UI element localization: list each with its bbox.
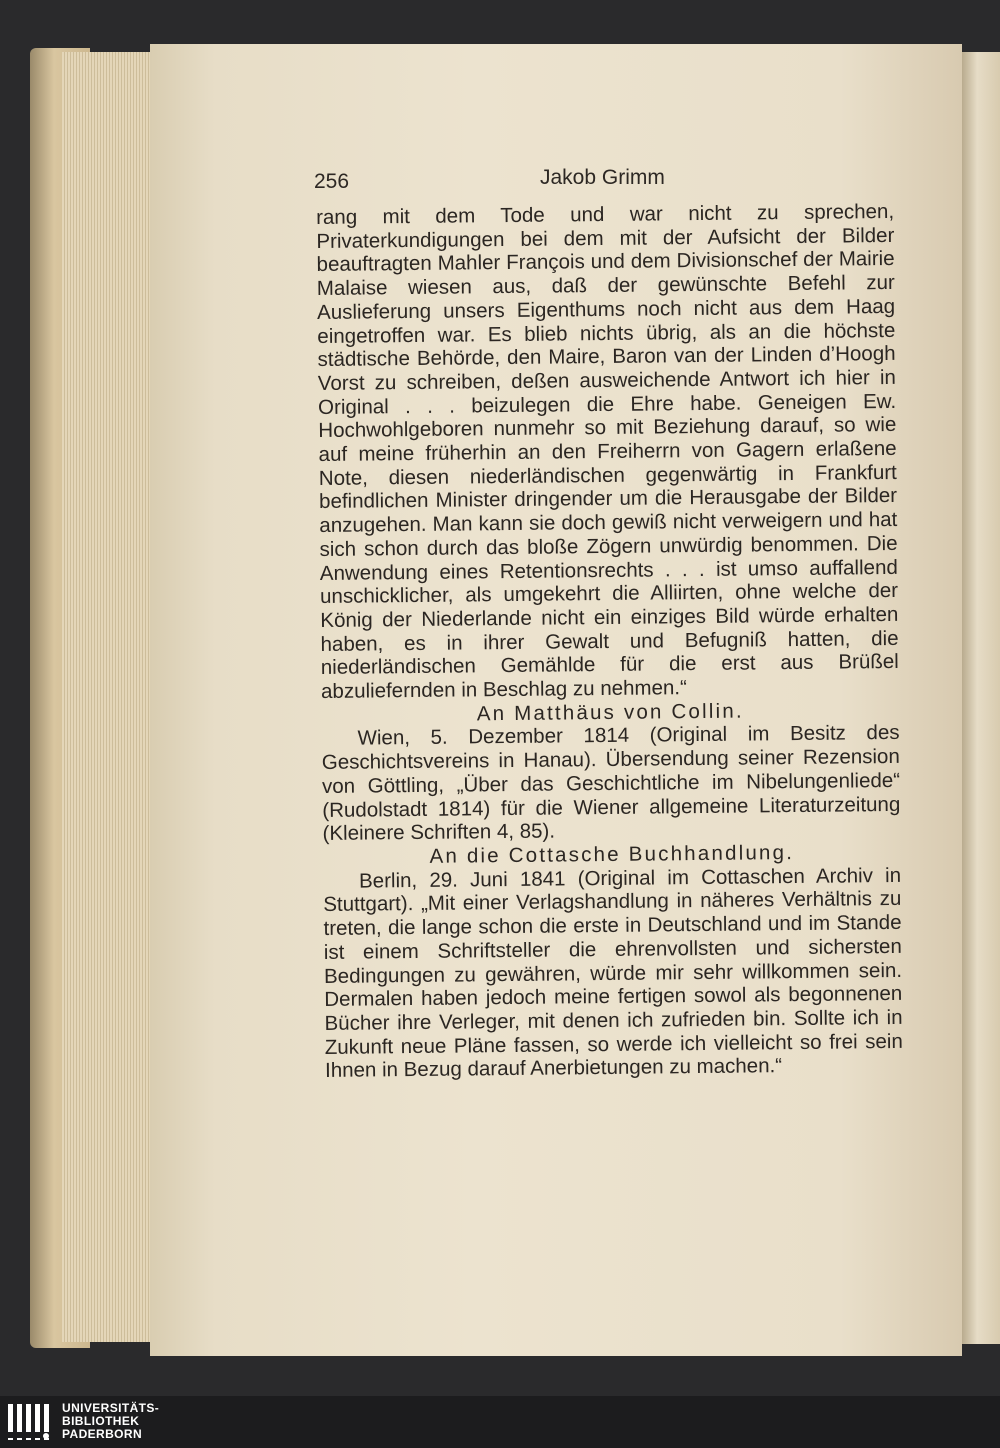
text-block bbox=[316, 200, 903, 1083]
running-head: Jakob Grimm bbox=[540, 166, 665, 189]
library-name-line-2: BIBLIOTHEK bbox=[62, 1414, 140, 1428]
page-number: 256 bbox=[314, 170, 350, 193]
paragraph-cotta: Berlin, 29. Juni 1841 (Original im Cottaschen Archiv in Stuttgart). „Mit einer Verlagshandlung in näheres Verhältnis zu treten, die lange schon die erste in Deutschland und im Stande ist einem Schriftsteller die ehrenvollsten und sichersten Bedingungen zu gewähren, würde mir sehr willkommen sein. Dermalen haben jedoch meine fertigen sowol als begonnenen Bücher ihre Verleger, mit denen ich zufrieden bin. Sollte ich in Zukunft neue Pläne fassen, so werde ich vielleicht so frei sein Ihnen in Bezug darauf Anerbietungen zu machen.“ bbox=[323, 863, 903, 1083]
facing-page-edge bbox=[962, 52, 1000, 1344]
paragraph-continued: rang mit dem Tode und war nicht zu sprechen, Privaterkundigungen bei dem mit der Aufsicht der Bilder beauftragten Mahler François und dem Divisionschef der Mairie Malaise wiesen aus, daß der gewünschte Befehl zur Auslieferung unsers Eigenthums noch nicht aus dem Haag eingetroffen war. Es blieb nichts übrig, als an die höchste städtische Behörde, den Maire, Baron van der Linden d’Hoogh Vorst zu schreiben, deßen ausweichende Antwort ich hier in Original . . . beizulegen die Ehre habe. Geneigen Ew. Hochwohlgeboren nunmehr so mit Beziehung darauf, so wie auf meine früherhin an den Freiherrn von Gagern erlaßene Note, diesen niederländischen gegenwärtig in Frankfurt befindlichen Minister dringender um die Herausgabe der Bilder anzugehen. Man kann sie doch gewiß nicht verweigern und hat sich schon durch das bloße Zögern unwürdig benommen. Die Anwendung eines Retentionsrechts . . . ist umso auffallend unschicklicher, als umgekehrt die Alliirten, ohne welche der König der Niederlande nicht ein einziges Bild würde erhalten haben, es in ihrer Gewalt und Befugniß hatten, die niederländischen Gemählde für die erst aus Brüßel abzuliefernden in Beschlag zu nehmen.“ bbox=[316, 199, 899, 704]
library-name bbox=[62, 1402, 159, 1441]
library-name-line-3: PADERBORN bbox=[62, 1427, 143, 1441]
page-header bbox=[310, 162, 900, 192]
library-logo-icon bbox=[6, 1402, 56, 1442]
library-footer bbox=[0, 1396, 1000, 1448]
section-heading-collin: An Matthäus von Collin. bbox=[476, 699, 744, 726]
paragraph-collin: Wien, 5. Dezember 1814 (Original im Besitz des Geschichtsvereins in Hanau). Übersendung seiner Rezension von Göttling, „Über das Geschichtliche im Nibelungenliede“ (Rudolstadt 1814) für die Wiener allgemeine Literaturzeitung (Kleinere Schriften 4, 85). bbox=[321, 721, 901, 846]
library-name-line-1: UNIVERSITÄTS- bbox=[62, 1401, 160, 1415]
section-heading-cotta: An die Cottasche Buchhandlung. bbox=[429, 841, 795, 868]
page-stack-edges bbox=[62, 52, 162, 1342]
